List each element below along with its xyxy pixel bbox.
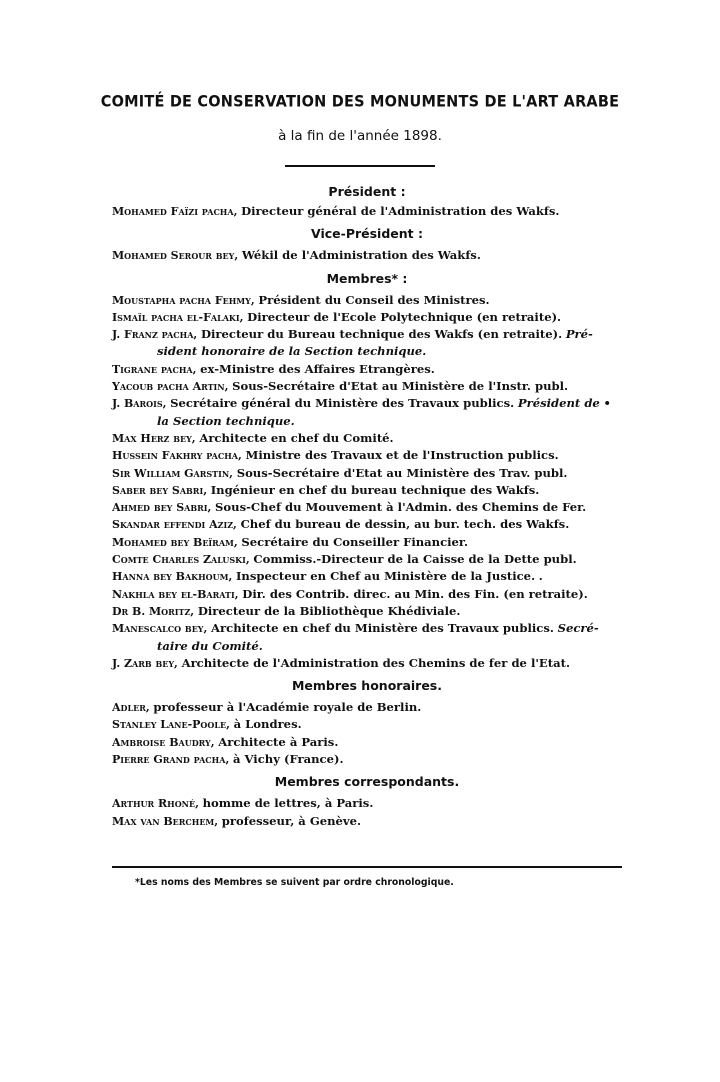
list-item <box>112 813 622 830</box>
entry-name: J. Barois, <box>112 397 167 411</box>
list-item <box>112 795 622 812</box>
entry-name: Comte Charles Zaluski, <box>112 553 250 567</box>
list-item <box>112 751 622 768</box>
entry-name: Mohamed Serour bey, <box>112 249 239 263</box>
entry-name: Mohamed bey Beïram, <box>112 535 238 549</box>
entry-name: J. Franz pacha, <box>112 328 198 342</box>
entry-name: Ambroise Baudry, <box>112 735 215 749</box>
president-heading: Président : <box>328 184 406 199</box>
entry-name: Pierre Grand pacha, <box>112 753 230 767</box>
entry-name: Max Herz bey, <box>112 431 196 445</box>
entry-name: Stanley Lane-Poole, <box>112 718 230 732</box>
entry-desc: Ingénieur en chef du bureau technique des Wakfs. <box>210 482 540 497</box>
list-item-continuation <box>112 343 622 360</box>
entry-desc: Président du Conseil des Ministres. <box>258 292 490 307</box>
entry-title-continued: la Section technique. <box>157 413 295 428</box>
footnote-divider <box>112 866 622 868</box>
entry-desc: homme de lettres, à Paris. <box>202 796 374 811</box>
entry-name: Dr B. Moritz, <box>112 604 195 618</box>
entry-desc: Directeur du Bureau technique des Wakfs (en retraite). <box>200 327 563 342</box>
list-item <box>112 655 622 672</box>
list-item <box>112 395 622 412</box>
honorary-heading: Membres honoraires. <box>291 678 442 694</box>
title-divider <box>285 165 435 167</box>
entry-desc: Architecte en chef du Ministère des Travaux publics. <box>211 621 554 636</box>
entry-desc: Architecte à Paris. <box>218 734 339 749</box>
list-item <box>112 378 622 395</box>
entry-desc: Ministre des Travaux et de l'Instruction publics. <box>245 448 559 463</box>
list-item <box>112 699 622 716</box>
vice-president-heading: Vice-Président : <box>311 226 423 242</box>
list-item <box>112 499 622 516</box>
entry-name: Hanna bey Bakhoum, <box>112 570 233 584</box>
entry-name: Skandar effendi Aziz, <box>112 518 237 532</box>
list-item <box>112 309 622 326</box>
entry-title: Président de <box>517 396 600 411</box>
vice-president-entry <box>112 247 622 264</box>
entry-name: Hussein Fakhry pacha, <box>112 449 242 463</box>
entry-name: J. Zarb bey, <box>112 656 178 670</box>
list-item <box>112 716 622 733</box>
entry-desc: Architecte en chef du Comité. <box>199 430 394 445</box>
entry-desc: à Londres. <box>233 717 302 732</box>
entry-name: Ismaïl pacha el-Falaki, <box>112 310 244 324</box>
correspondents-list <box>112 795 622 830</box>
entry-title-continued: sident honoraire de la Section technique. <box>157 344 427 359</box>
entry-desc: Commiss.-Directeur de la Caisse de la Dette publ. <box>253 552 577 567</box>
list-item-continuation <box>112 413 622 430</box>
entry-title: Pré- <box>565 327 593 342</box>
entry-mark: • <box>603 396 611 411</box>
entry-name: Yacoub pacha Artin, <box>112 380 229 394</box>
entry-name: Nakhla bey el-Barati, <box>112 587 239 601</box>
entry-name: Mohamed Faïzi pacha, <box>112 205 238 218</box>
entry-desc: Secrétaire général du Ministère des Travaux publics. <box>170 396 515 411</box>
entry-mark: . <box>538 569 543 584</box>
entry-name: Manescalco bey, <box>112 622 208 636</box>
list-item <box>112 326 622 343</box>
list-item <box>112 551 622 568</box>
members-heading: Membres* : <box>326 270 408 286</box>
list-item <box>112 734 622 751</box>
list-item <box>112 516 622 533</box>
entry-title: Secré- <box>557 621 599 636</box>
entry-desc: Sous-Chef du Mouvement à l'Admin. des Chemins de Fer. <box>215 500 587 515</box>
page-subtitle: à la fin de l'année 1898. <box>278 128 442 144</box>
entry-desc: Secrétaire du Conseiller Financier. <box>241 534 469 549</box>
entry-desc: Sous-Secrétaire d'Etat au Ministère de l'Instr. publ. <box>232 379 569 394</box>
list-item <box>112 534 622 551</box>
footnote: *Les noms des Membres se suivent par ordre chronologique. <box>135 877 454 888</box>
honorary-list <box>112 699 622 768</box>
list-item <box>112 568 622 585</box>
list-item <box>112 292 622 309</box>
correspondents-heading: Membres correspondants. <box>274 774 460 790</box>
entry-desc: professeur, à Genève. <box>221 813 362 828</box>
entry-desc: Architecte de l'Administration des Chemins de fer de l'Etat. <box>181 655 571 670</box>
entry-desc: Directeur général de l'Administration des Wakfs. <box>241 204 560 218</box>
entry-desc: Wékil de l'Administration des Wakfs. <box>241 248 481 263</box>
entry-desc: Dir. des Contrib. direc. au Min. des Fin. (en retraite). <box>242 586 588 601</box>
entry-name: Sir William Garstin, <box>112 466 234 480</box>
entry-name: Arthur Rhoné, <box>112 797 199 811</box>
entry-desc: Directeur de l'Ecole Polytechnique (en retraite). <box>247 309 562 324</box>
entry-desc: Chef du bureau de dessin, au bur. tech. des Wakfs. <box>240 517 570 532</box>
entry-name: Moustapha pacha Fehmy, <box>112 293 255 307</box>
page-title: COMITÉ DE CONSERVATION DES MONUMENTS DE L'ART ARABE <box>100 93 620 111</box>
entry-name: Adler, <box>112 701 150 715</box>
entry-name: Tigrane pacha, <box>112 362 197 376</box>
entry-desc: à Vichy (France). <box>232 752 344 767</box>
entry-name: Ahmed bey Sabri, <box>112 501 212 515</box>
list-item-continuation <box>112 638 622 655</box>
entry-desc: Directeur de la Bibliothèque Khédiviale. <box>197 603 461 618</box>
list-item <box>112 620 622 637</box>
list-item <box>112 430 622 447</box>
list-item <box>112 465 622 482</box>
president-entry <box>112 203 622 220</box>
entry-desc: ex-Ministre des Affaires Etrangères. <box>200 361 435 376</box>
entry-desc: Inspecteur en Chef au Ministère de la Justice. <box>236 569 536 584</box>
list-item <box>112 603 622 620</box>
list-item <box>112 447 622 464</box>
list-item <box>112 361 622 378</box>
entry-name: Max van Berchem, <box>112 814 219 828</box>
entry-desc: Sous-Secrétaire d'Etat au Ministère des Trav. publ. <box>236 465 568 480</box>
list-item <box>112 482 622 499</box>
entry-desc: professeur à l'Académie royale de Berlin. <box>153 700 422 715</box>
committee-list <box>112 181 622 830</box>
entry-title-continued: taire du Comité. <box>157 638 263 653</box>
members-list <box>112 292 622 673</box>
list-item <box>112 586 622 603</box>
entry-name: Saber bey Sabri, <box>112 483 208 497</box>
